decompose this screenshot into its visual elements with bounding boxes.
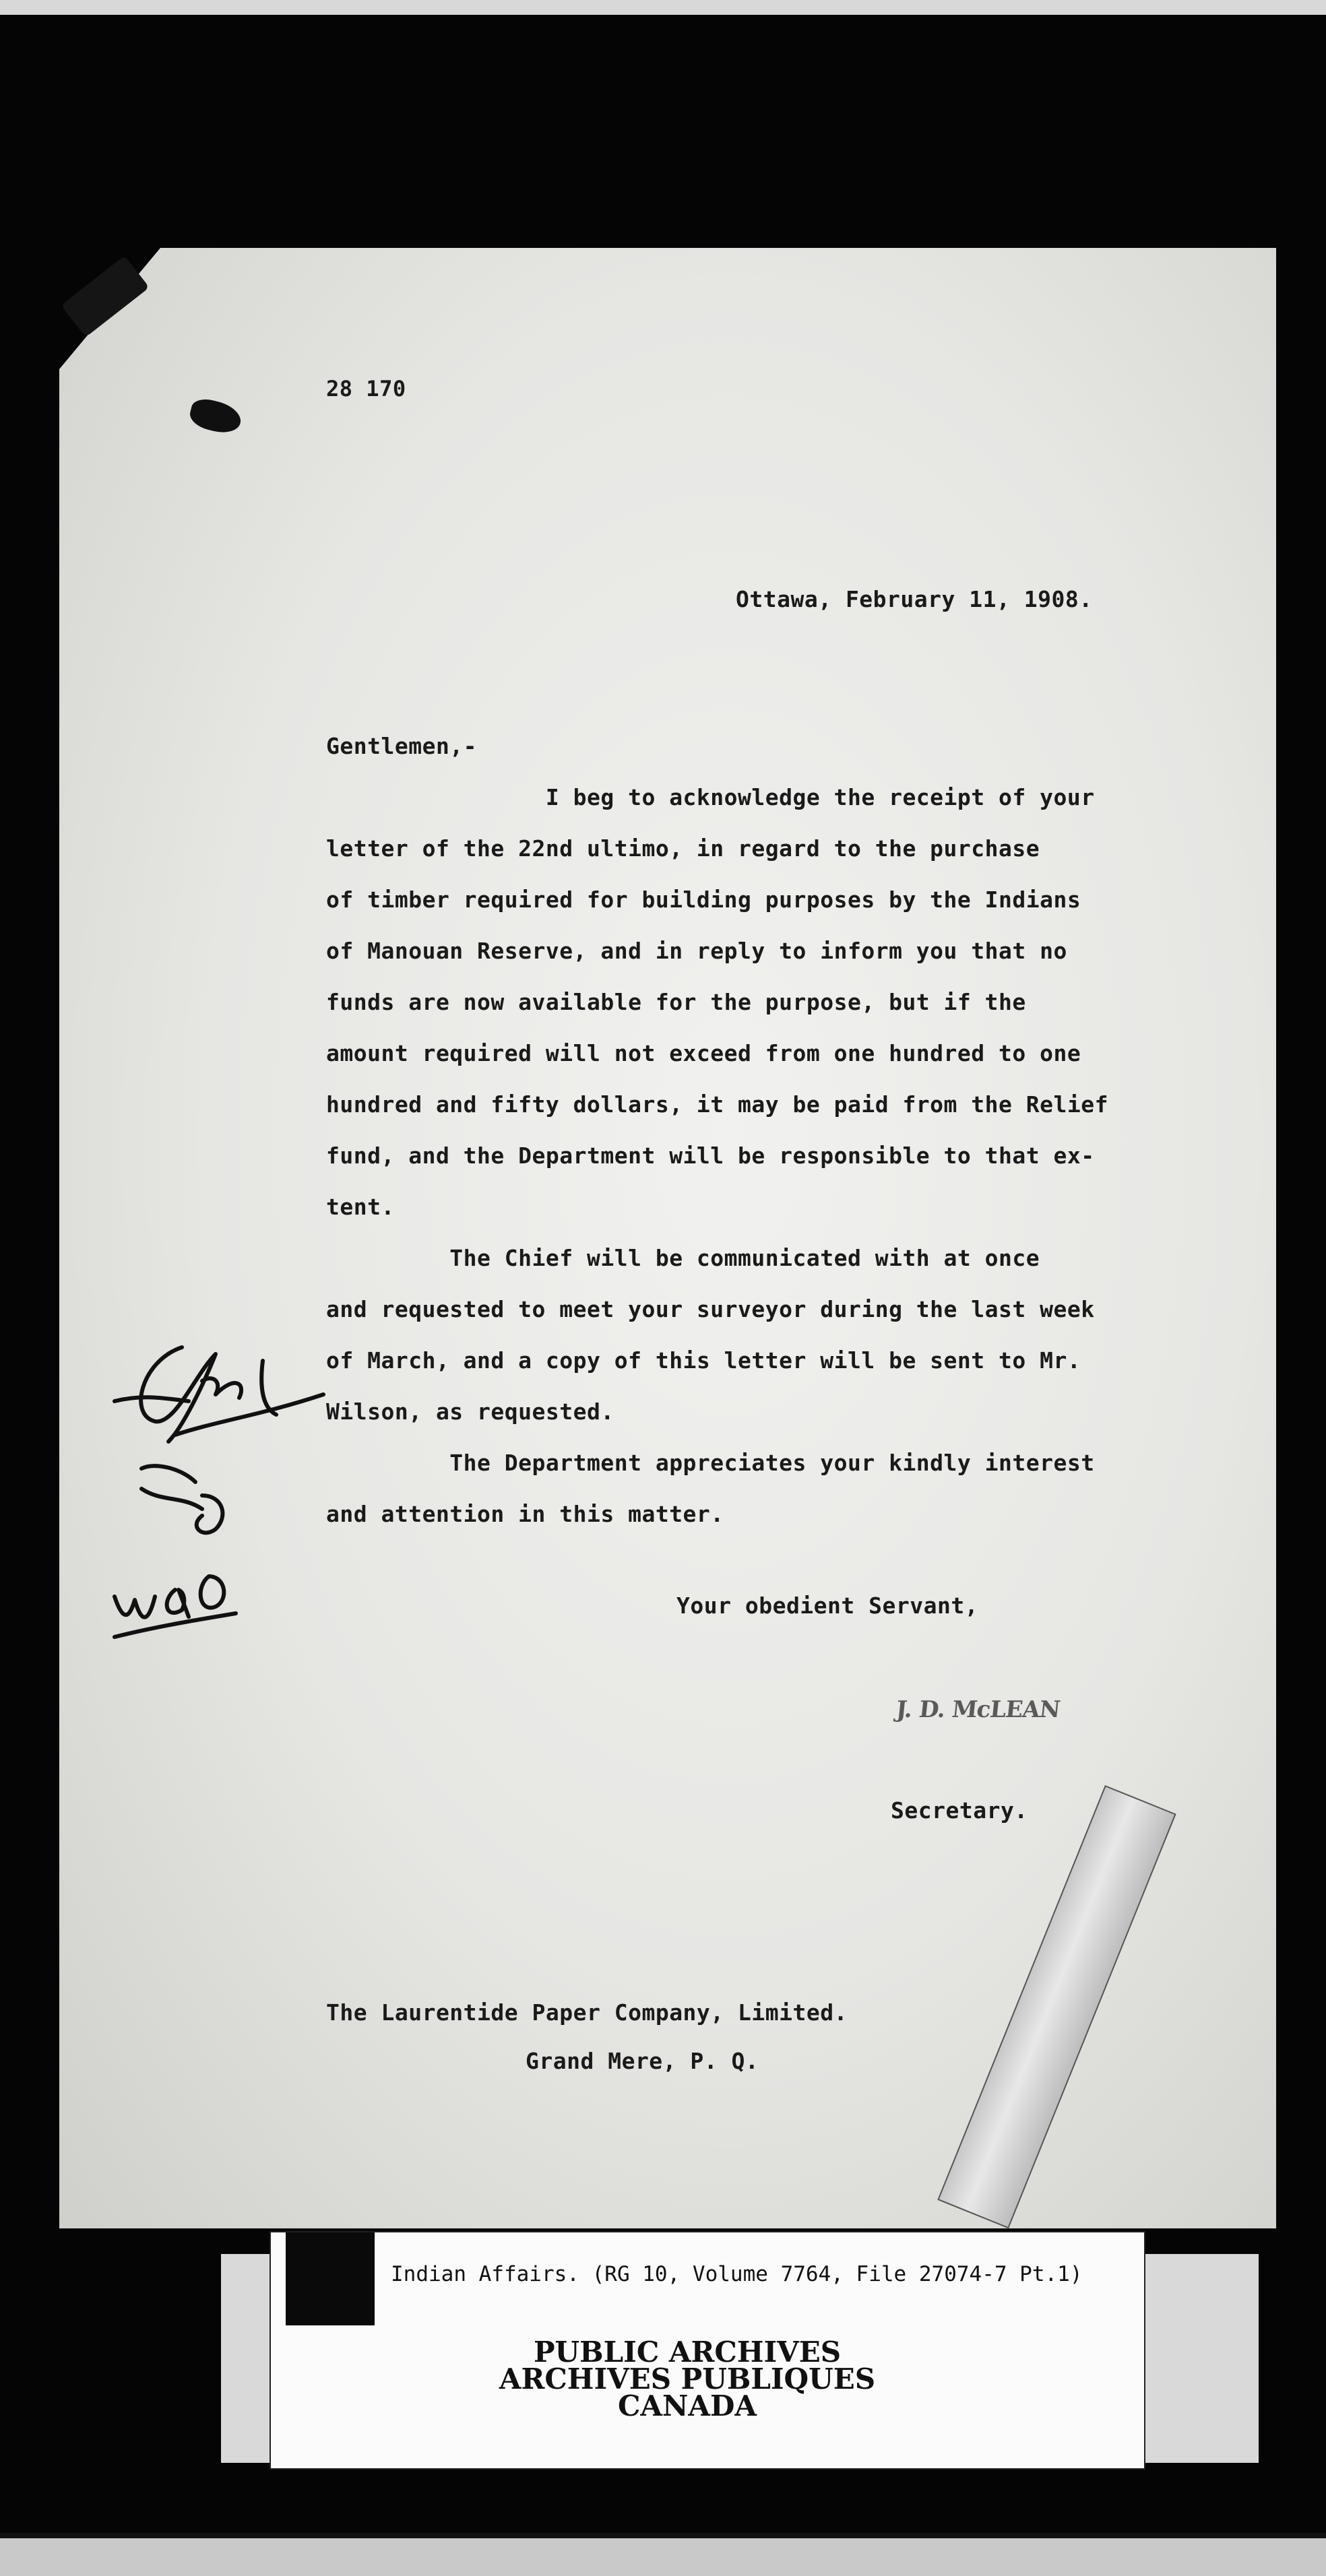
body-line: of timber required for building purposes by the Indians <box>326 887 1081 913</box>
addressee-line: The Laurentide Paper Company, Limited. <box>326 1999 848 2026</box>
body-line: fund, and the Department will be responsible to that ex- <box>326 1142 1095 1169</box>
archive-name-line: ARCHIVES PUBLIQUES <box>499 2362 876 2395</box>
body-line: The Department appreciates your kindly interest <box>326 1450 1095 1476</box>
salutation: Gentlemen,- <box>326 733 478 759</box>
body-line: The Chief will be communicated with at once <box>326 1245 1040 1271</box>
film-edge-top <box>0 0 1326 15</box>
body-line: amount required will not exceed from one hundred to one <box>326 1040 1081 1066</box>
addressee-line: Grand Mere, P. Q. <box>526 2048 759 2074</box>
body-line: Wilson, as requested. <box>326 1398 614 1425</box>
label-tab <box>286 2232 375 2325</box>
body-line: funds are now available for the purpose, but if the <box>326 989 1026 1015</box>
handwritten-initials <box>101 1334 330 1711</box>
closing: Your obedient Servant, <box>676 1592 979 1619</box>
body-line: of March, and a copy of this letter will be sent to Mr. <box>326 1347 1081 1374</box>
archive-reference: Indian Affairs. (RG 10, Volume 7764, File 27074-7 Pt.1) <box>391 2262 1083 2286</box>
archive-name-line: CANADA <box>617 2389 757 2422</box>
body-line: and attention in this matter. <box>326 1501 724 1527</box>
file-number: 28 170 <box>326 376 406 401</box>
body-line: hundred and fifty dollars, it may be paid from the Relief <box>326 1091 1108 1118</box>
body-line: tent. <box>326 1194 395 1220</box>
signer-title: Secretary. <box>891 1797 1028 1824</box>
body-line: and requested to meet your surveyor during the last week <box>326 1296 1095 1322</box>
archive-name-line: PUBLIC ARCHIVES <box>533 2336 842 2369</box>
body-line: I beg to acknowledge the receipt of your <box>326 784 1095 810</box>
body-line: letter of the 22nd ultimo, in regard to the purchase <box>326 835 1040 862</box>
body-line: of Manouan Reserve, and in reply to inform you that no <box>326 938 1067 964</box>
signature-stamp: J. D. McLEAN <box>894 1696 1061 1723</box>
dateline: Ottawa, February 11, 1908. <box>736 586 1093 612</box>
film-edge-bottom <box>0 2533 1326 2576</box>
